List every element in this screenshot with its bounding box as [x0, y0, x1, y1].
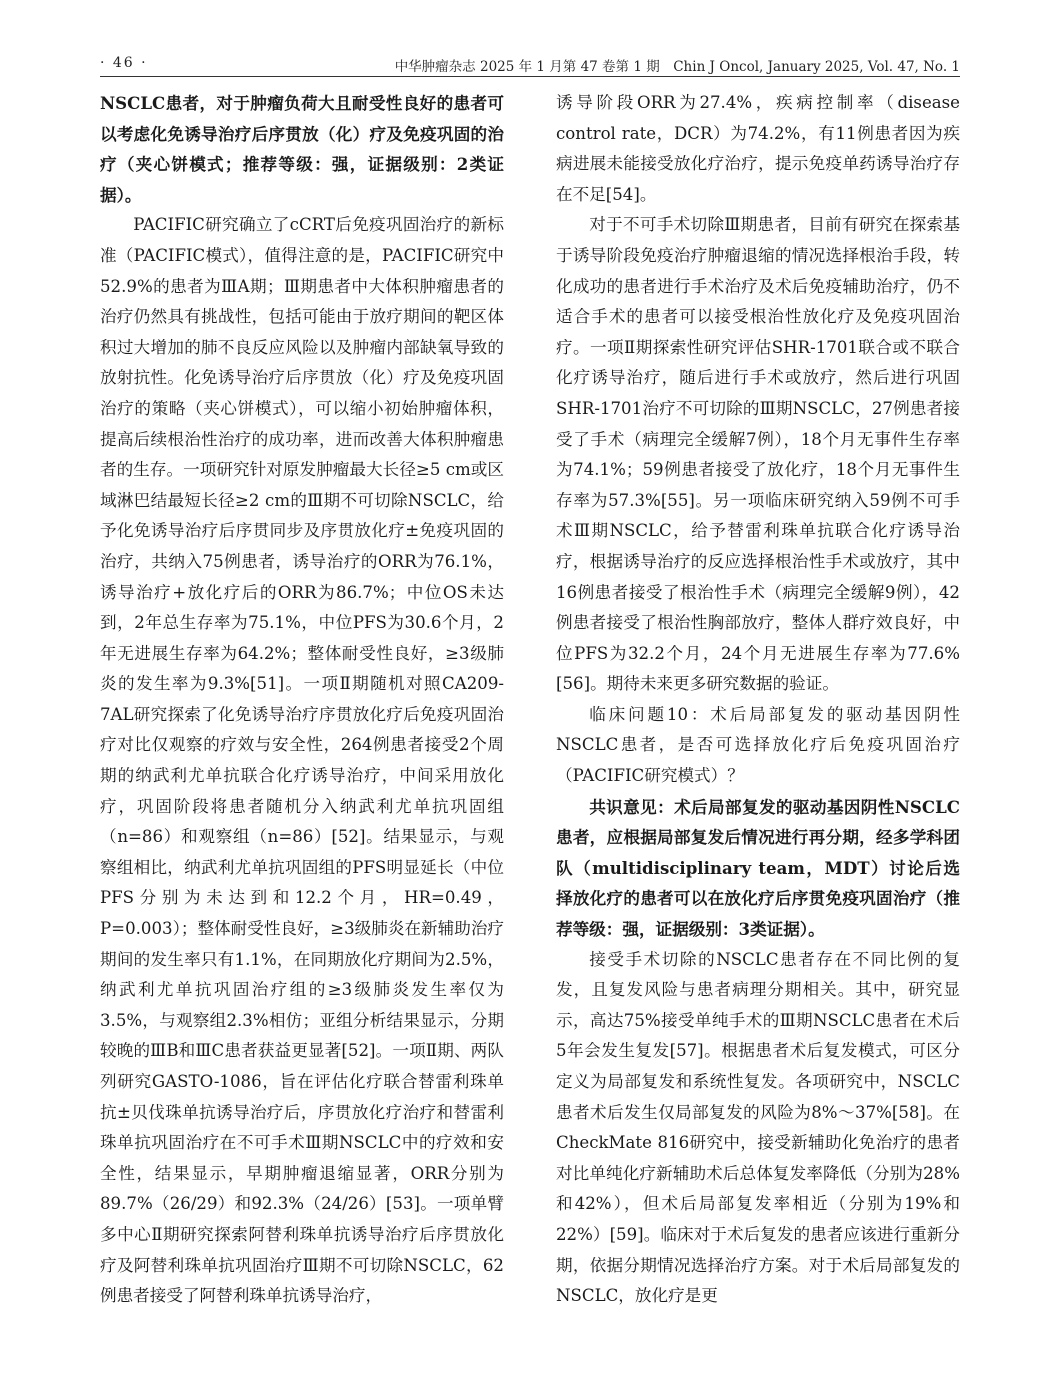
right-column: [556, 88, 960, 1388]
paragraph-continuation: 诱导阶段ORR为27.4%，疾病控制率（disease control rate，DCR）为74.2%，有11例患者因为疾病进展未能接受放化疗治疗，提示免疫单药诱导治疗存在不足[54]。: [556, 93, 960, 204]
clinical-question-10: 临床问题10：术后局部复发的驱动基因阴性NSCLC患者，是否可选择放化疗后免疫巩固治疗（PACIFIC研究模式）？: [556, 704, 960, 786]
header-rule: [100, 76, 960, 77]
left-column: [100, 88, 504, 1388]
consensus-continuation: NSCLC患者，对于肿瘤负荷大且耐受性良好的患者可以考虑化免诱导治疗后序贯放（化）疗及免疫巩固的治疗（夹心饼模式；推荐等级：强，证据级别：2类证据）。: [100, 93, 504, 205]
consensus-opinion: 共识意见：术后局部复发的驱动基因阴性NSCLC患者，应根据局部复发后情况进行再分期，经多学科团队（multidisciplinary team，MDT）讨论后选择放化疗的患者可以在放化疗后序贯免疫巩固治疗（推荐等级：强，证据级别：3类证据）。: [556, 796, 960, 940]
paragraph-pacific-sandwich: PACIFIC研究确立了cCRT后免疫巩固治疗的新标准（PACIFIC模式），值得注意的是，PACIFIC研究中52.9%的患者为ⅢA期；Ⅲ期患者中大体积肿瘤患者的治疗仍然具有挑战性，包括可能由于放疗期间的靶区体积过大增加的肺不良反应风险以及肿瘤内部缺氧导致的放射抗性。化免诱导治疗后序贯放（化）疗及免疫巩固治疗的策略（夹心饼模式），可以缩小初始肿瘤体积，提高后续根治性治疗的成功率，进而改善大体积肿瘤患者的生存。一项研究针对原发肿瘤最大长径≥5 cm或区域淋巴结最短长径≥2 cm的Ⅲ期不可切除NSCLC，给予化免诱导治疗后序贯同步及序贯放化疗±免疫巩固的治疗，共纳入75例患者，诱导治疗的ORR为76.1%，诱导治疗+放化疗后的ORR为86.7%；中位OS未达到，2年总生存率为75.1%，中位PFS为30.6个月，2年无进展生存率为64.2%；整体耐受性良好，≥3级肺炎的发生率为9.3%[51]。一项Ⅱ期随机对照CA209-7AL研究探索了化免诱导治疗序贯放化疗后免疫巩固治疗对比仅观察的疗效与安全性，264例患者接受2个周期的纳武利尤单抗联合化疗诱导治疗，中间采用放化疗，巩固阶段将患者随机分入纳武利尤单抗巩固组（n=86）和观察组（n=86）[52]。结果显示，与观察组相比，纳武利尤单抗巩固组的PFS明显延长（中位PFS分别为未达到和12.2个月，HR=0.49，P=0.003）；整体耐受性良好，≥3级肺炎在新辅助治疗期间的发生率只有1.1%，在同期放化疗期间为2.5%，纳武利尤单抗巩固治疗组的≥3级肺炎发生率仅为3.5%，与观察组2.3%相仿；亚组分析结果显示，分期较晚的ⅢB和ⅢC患者获益更显著[52]。一项Ⅱ期、两队列研究GASTO-1086，旨在评估化疗联合替雷利珠单抗±贝伐珠单抗诱导治疗后，序贯放化疗治疗和替雷利珠单抗巩固治疗在不可手术Ⅲ期NSCLC中的疗效和安全性，结果显示，早期肿瘤退缩显著，ORR分别为89.7%（26/29）和92.3%（24/26）[53]。一项单臂多中心Ⅱ期研究探索阿替利珠单抗诱导治疗后序贯放化疗及阿替利珠单抗巩固治疗Ⅲ期不可切除NSCLC，62例患者接受了阿替利珠单抗诱导治疗，: [100, 215, 504, 1306]
paragraph-recurrence: 接受手术切除的NSCLC患者存在不同比例的复发，且复发风险与患者病理分期相关。其中，研究显示，高达75%接受单纯手术的Ⅲ期NSCLC患者在术后5年会发生复发[57]。根据患者术后复发模式，可区分定义为局部复发和系统性复发。各项研究中，NSCLC患者术后发生仅局部复发的风险为8%～37%[58]。在CheckMate 816研究中，接受新辅助化免治疗的患者对比单纯化疗新辅助术后总体复发率降低（分别为28%和42%），但术后局部复发率相近（分别为19%和22%）[59]。临床对于术后复发的患者应该进行重新分期，依据分期情况选择治疗方案。对于术后局部复发的NSCLC，放化疗是更: [556, 949, 960, 1306]
paragraph-unresectable: 对于不可手术切除Ⅲ期患者，目前有研究在探索基于诱导阶段免疫治疗肿瘤退缩的情况选择根治手段，转化成功的患者进行手术治疗及术后免疫辅助治疗，仍不适合手术的患者可以接受根治性放化疗及免疫巩固治疗。一项Ⅱ期探索性研究评估SHR-1701联合或不联合化疗诱导治疗，随后进行手术或放疗，然后进行巩固SHR-1701治疗不可切除的Ⅲ期NSCLC，27例患者接受了手术（病理完全缓解7例），18个月无事件生存率为74.1%；59例患者接受了放化疗，18个月无事件生存率为57.3%[55]。另一项临床研究纳入59例不可手术Ⅲ期NSCLC，给予替雷利珠单抗联合化疗诱导治疗，根据诱导治疗的反应选择根治性手术或放疗，其中16例患者接受了根治性手术（病理完全缓解9例），42例患者接受了根治性胸部放疗，整体人群疗效良好，中位PFS为32.2个月，24个月无进展生存率为77.6%[56]。期待未来更多研究数据的验证。: [556, 215, 960, 694]
journal-info: 中华肿瘤杂志 2025 年 1 月第 47 卷第 1 期 Chin J Oncol, January 2025, Vol. 47, No. 1: [394, 59, 960, 75]
page-header: [100, 52, 960, 76]
page-number: · 46 ·: [100, 55, 148, 71]
